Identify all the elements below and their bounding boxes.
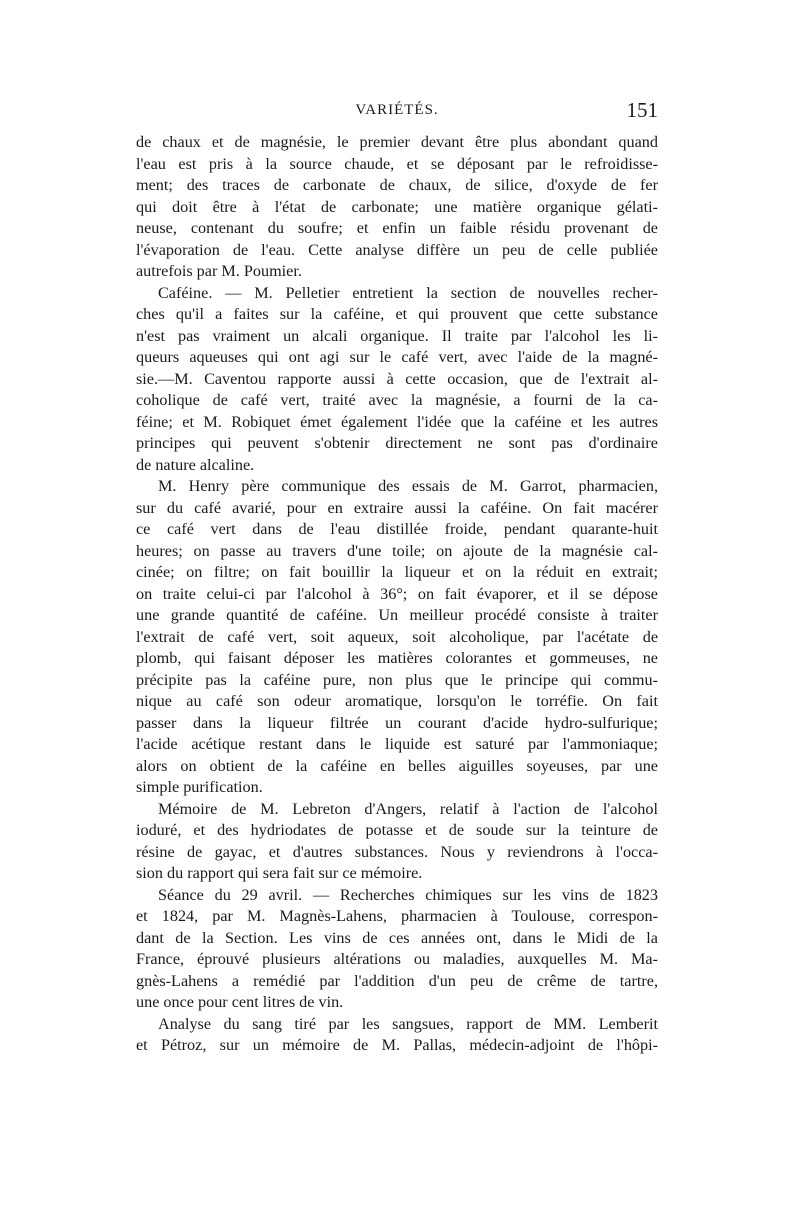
page-header [136, 98, 658, 132]
text-line: et Pétroz, sur un mémoire de M. Pallas, médecin-adjoint de l'hôpi- [136, 1036, 658, 1054]
text-line: de chaux et de magnésie, le premier devant être plus abondant quand [136, 133, 658, 151]
text-line: France, éprouvé plusieurs altérations ou maladies, auxquelles M. Ma- [136, 950, 658, 968]
text-line: Mémoire de M. Lebreton d'Angers, relatif à l'action de l'alcohol [158, 799, 658, 818]
text-line: une grande quantité de caféine. Un meilleur procédé consiste à traiter [136, 606, 658, 624]
text-line: Analyse du sang tiré par les sangsues, rapport de MM. Lemberit [158, 1014, 658, 1033]
text-line: dant de la Section. Les vins de ces années ont, dans le Midi de la [136, 928, 658, 947]
text-line: de nature alcaline. [136, 455, 255, 474]
text-line: gnès-Lahens a remédié par l'addition d'un peu de crême de tartre, [136, 971, 658, 990]
body-text [136, 132, 658, 1057]
text-line: l'acide acétique restant dans le liquide est saturé par l'ammoniaque; [136, 735, 658, 753]
text-line: autrefois par M. Poumier. [136, 262, 302, 280]
text-line: l'eau est pris à la source chaude, et se déposant par le refroidisse- [136, 154, 658, 173]
text-line: une once pour cent litres de vin. [136, 993, 344, 1011]
text-line: Séance du 29 avril. — Recherches chimiques sur les vins de 1823 [158, 885, 658, 904]
text-line: sur du café avarié, pour en extraire aussi la caféine. On fait macérer [136, 498, 658, 517]
text-line: Caféine. — M. Pelletier entretient la section de nouvelles recher- [158, 283, 658, 302]
book-page [136, 98, 658, 1057]
text-line: précipite pas la caféine pure, non plus que le principe qui commu- [136, 670, 658, 689]
text-line: neuse, contenant du soufre; et enfin un faible résidu provenant de [136, 219, 658, 237]
text-line: M. Henry père communique des essais de M. Garrot, pharmacien, [158, 477, 658, 495]
text-line: coholique de café vert, traité avec la magnésie, a fourni de la ca- [136, 391, 658, 409]
text-line: ches qu'il a faites sur la caféine, et qui prouvent que cette substance [136, 305, 658, 323]
text-line: alors on obtient de la caféine en belles aiguilles soyeuses, par une [136, 756, 658, 775]
text-line: résine de gayac, et d'autres substances. Nous y reviendrons à l'occa- [136, 842, 658, 861]
page-number: 151 [626, 98, 658, 122]
text-line: cinée; on filtre; on fait bouillir la liqueur et on la réduit en extrait; [136, 563, 658, 581]
running-title: VARIÉTÉS. [355, 102, 439, 118]
text-line: sie.—M. Caventou rapporte aussi à cette occasion, que de l'extrait al- [136, 369, 658, 388]
text-line: plomb, qui faisant déposer les matières colorantes et gommeuses, ne [136, 649, 658, 667]
text-line: sion du rapport qui sera fait sur ce mémoire. [136, 864, 423, 882]
text-line: ment; des traces de carbonate de chaux, de silice, d'oxyde de fer [136, 176, 658, 194]
text-line: n'est pas vraiment un alcali organique. Il traite par l'alcohol les li- [136, 326, 658, 345]
text-line: qui doit être à l'état de carbonate; une matière organique gélati- [136, 197, 658, 216]
text-line: principes qui peuvent s'obtenir directement ne sont pas d'ordinaire [136, 434, 658, 452]
text-line: ce café vert dans de l'eau distillée froide, pendant quarante-huit [136, 520, 658, 538]
text-line: ioduré, et des hydriodates de potasse et de soude sur la teinture de [136, 821, 658, 839]
text-line: féine; et M. Robiquet émet également l'idée que la caféine et les autres [136, 412, 658, 431]
text-line: passer dans la liqueur filtrée un courant d'acide hydro-sulfurique; [136, 713, 658, 732]
text-line: nique au café son odeur aromatique, lorsqu'on le torréfie. On fait [136, 692, 658, 710]
text-line: queurs aqueuses qui ont agi sur le café vert, avec l'aide de la magné- [136, 348, 658, 366]
text-line: on traite celui-ci par l'alcohol à 36°; on fait évaporer, et il se dépose [136, 584, 658, 603]
text-line: heures; on passe au travers d'une toile; on ajoute de la magnésie cal- [136, 541, 658, 560]
text-line: l'évaporation de l'eau. Cette analyse diffère un peu de celle publiée [136, 240, 658, 259]
text-line: l'extrait de café vert, soit aqueux, soit alcoholique, par l'acétate de [136, 627, 658, 646]
text-line: simple purification. [136, 778, 263, 796]
text-line: et 1824, par M. Magnès-Lahens, pharmacien à Toulouse, correspon- [136, 907, 658, 925]
